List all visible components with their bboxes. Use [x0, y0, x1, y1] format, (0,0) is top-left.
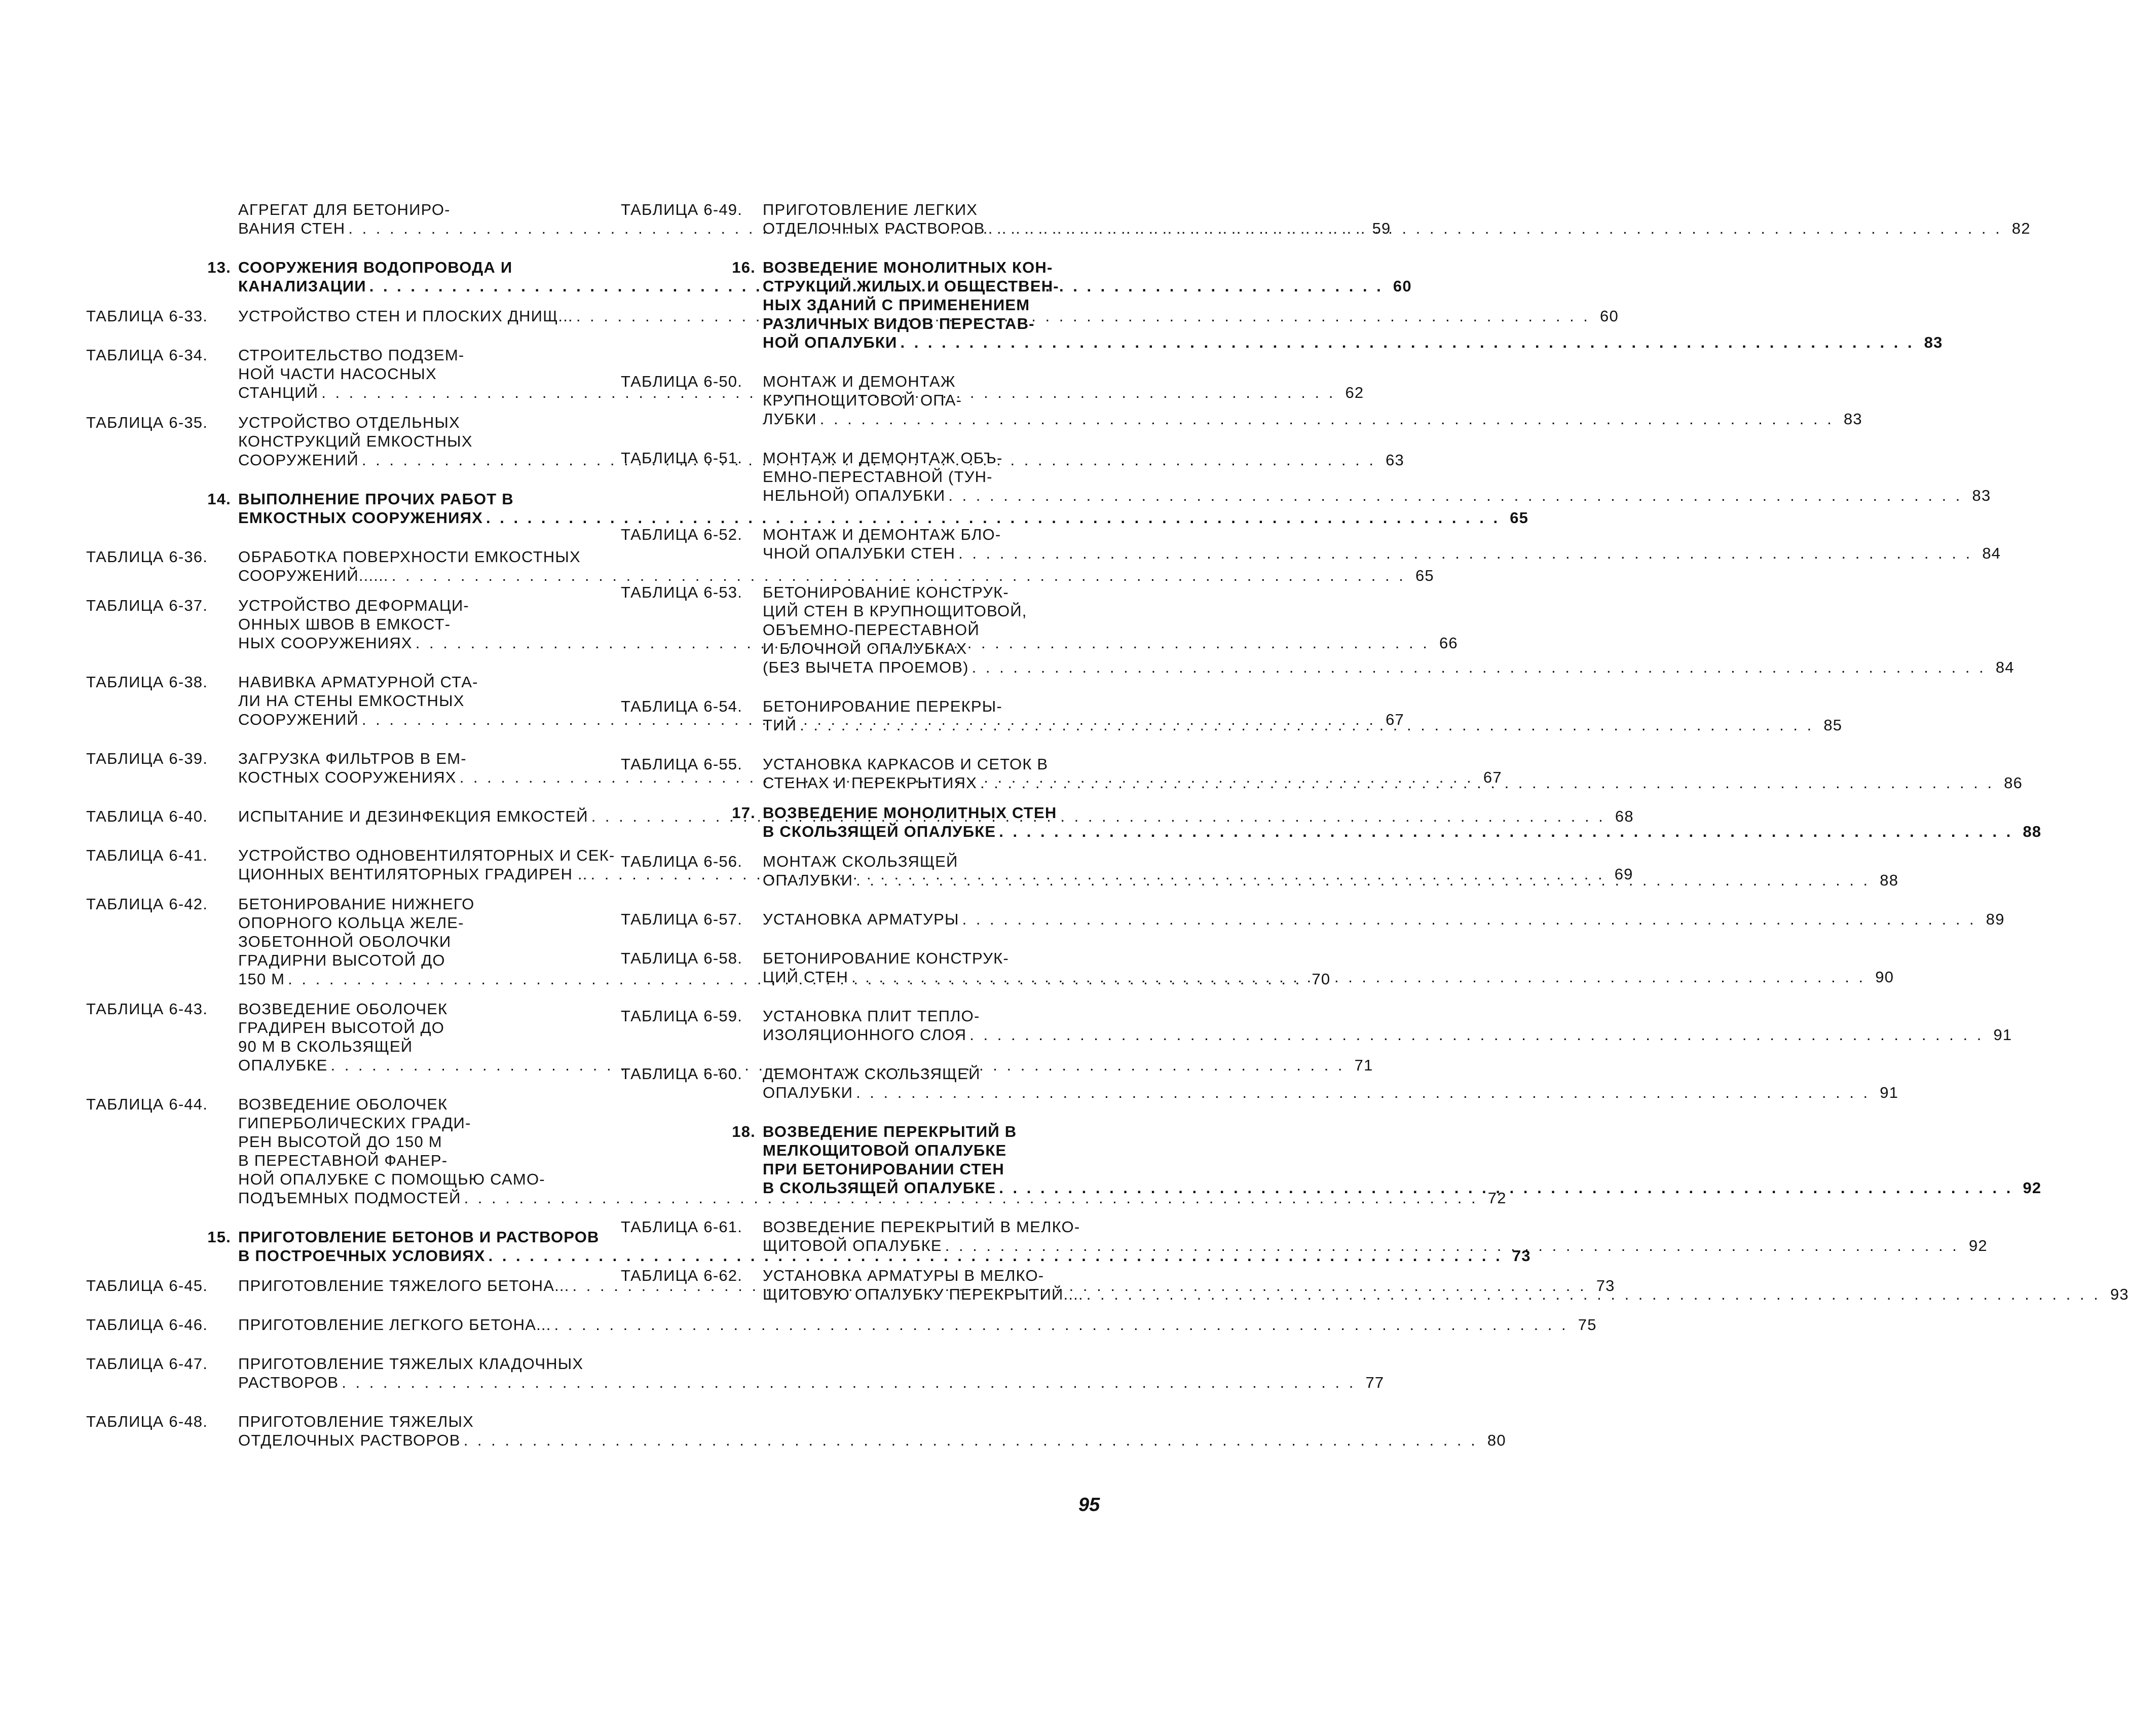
dot-leader	[851, 968, 1865, 986]
dot-leader	[856, 1083, 1870, 1102]
entry-title	[763, 910, 2005, 929]
page-ref: 67	[1386, 711, 1404, 728]
page-ref: 77	[1365, 1374, 1385, 1391]
title-line: МОНТАЖ И ДЕМОНТАЖ БЛО-	[763, 526, 1001, 543]
page-ref: 65	[1510, 509, 1529, 527]
table-label: ТАБЛИЦА 6-42.	[86, 895, 208, 913]
title-line: СТАНЦИЙ	[238, 384, 319, 401]
page-ref: 70	[1312, 970, 1331, 988]
dot-leader	[988, 219, 2002, 238]
entry-title	[238, 1354, 1384, 1392]
entry-title	[763, 1217, 1988, 1255]
title-line: СТЕНАХ И ПЕРЕКРЫТИЯХ	[763, 774, 977, 792]
dot-leader	[800, 716, 1814, 734]
title-line: МОНТАЖ И ДЕМОНТАЖ ОБЪ-	[763, 449, 1003, 467]
entry-title	[763, 697, 1842, 734]
table-label: ТАБЛИЦА 6-48.	[86, 1413, 208, 1430]
title-line: ОПАЛУБКИ	[763, 1084, 853, 1101]
title-line: УСТРОЙСТВО ОТДЕЛЬНЫХ	[238, 414, 460, 431]
section-number: 17.	[732, 804, 756, 822]
title-line: ОННЫХ ШВОВ В ЕМКОСТ-	[238, 615, 451, 633]
table-label: ТАБЛИЦА 6-55.	[621, 755, 743, 773]
dot-leader	[1087, 1285, 2101, 1304]
section-number: 15.	[207, 1228, 231, 1246]
entry-title	[763, 583, 2014, 677]
entry-title	[238, 1412, 1506, 1450]
title-line: ПРИГОТОВЛЕНИЕ ТЯЖЕЛЫХ КЛАДОЧНЫХ	[238, 1355, 584, 1373]
title-line: СТРОИТЕЛЬСТВО ПОДЗЕМ-	[238, 346, 465, 364]
page-ref: 91	[1880, 1084, 1899, 1101]
table-label: ТАБЛИЦА 6-40.	[86, 807, 208, 825]
page-ref: 72	[1487, 1189, 1507, 1207]
toc-entry	[621, 1007, 2012, 1044]
title-last-line	[238, 1373, 1384, 1392]
page-ref: 69	[1614, 865, 1633, 883]
entry-title	[763, 803, 2041, 841]
title-line: ГРАДИРНИ ВЫСОТОЙ ДО	[238, 951, 445, 969]
title-line: ПРИГОТОВЛЕНИЕ ЛЕГКОГО БЕТОНА...	[238, 1316, 551, 1334]
title-line: БЕТОНИРОВАНИЕ КОНСТРУК-	[763, 949, 1009, 967]
title-last-line	[763, 968, 1894, 986]
title-line: УСТАНОВКА КАРКАСОВ И СЕТОК В	[763, 755, 1049, 773]
spacer	[86, 585, 603, 596]
dot-leader	[820, 410, 1834, 428]
title-line: УСТРОЙСТВО ОДНОВЕНТИЛЯТОРНЫХ И СЕК-	[238, 846, 615, 864]
dot-leader	[999, 1178, 2013, 1197]
table-label: ТАБЛИЦА 6-36.	[86, 548, 208, 566]
spacer	[86, 1334, 603, 1354]
spacer	[621, 1197, 1107, 1217]
title-line: ПРИ БЕТОНИРОВАНИИ СТЕН	[763, 1160, 1004, 1178]
title-line: МЕЛКОЩИТОВОЙ ОПАЛУБКЕ	[763, 1141, 1007, 1159]
toc-entry	[621, 1217, 1988, 1255]
section-number: 14.	[207, 490, 231, 508]
spacer	[621, 677, 1107, 697]
table-label: ТАБЛИЦА 6-34.	[86, 346, 208, 364]
entry-title	[763, 449, 1991, 505]
entry-title	[763, 852, 1898, 890]
title-last-line	[763, 486, 1991, 505]
title-line: ЗОБЕТОННОЙ ОБОЛОЧКИ	[238, 933, 452, 950]
table-label: ТАБЛИЦА 6-46.	[86, 1316, 208, 1334]
dot-leader	[999, 822, 2013, 841]
title-line: ОПАЛУБКЕ	[238, 1056, 328, 1074]
title-line: ЩИТОВУЮ ОПАЛУБКУ ПЕРЕКРЫТИЙ....	[763, 1285, 1084, 1303]
table-label: ТАБЛИЦА 6-38.	[86, 673, 208, 691]
spacer	[621, 1044, 1107, 1064]
title-line: СТРУКЦИЙ ЖИЛЫХ И ОБЩЕСТВЕН-	[763, 277, 1059, 295]
title-line: НЕЛЬНОЙ) ОПАЛУБКИ	[763, 487, 946, 504]
spacer	[86, 1207, 603, 1228]
title-last-line	[763, 1025, 2012, 1044]
title-line: ИЗОЛЯЦИОННОГО СЛОЯ	[763, 1026, 967, 1044]
table-label: ТАБЛИЦА 6-54.	[621, 697, 743, 715]
table-label: ТАБЛИЦА 6-59.	[621, 1007, 743, 1025]
title-last-line	[763, 544, 2001, 563]
table-label: ТАБЛИЦА 6-33.	[86, 307, 208, 325]
table-label: ТАБЛИЦА 6-43.	[86, 1000, 208, 1018]
title-line: ВОЗВЕДЕНИЕ МОНОЛИТНЫХ СТЕН	[763, 804, 1057, 822]
title-line: ЧНОЙ ОПАЛУБКИ СТЕН	[763, 544, 956, 562]
title-line: ПРИГОТОВЛЕНИЕ БЕТОНОВ И РАСТВОРОВ	[238, 1228, 600, 1246]
title-line: НАВИВКА АРМАТУРНОЙ СТА-	[238, 673, 478, 691]
title-line: ВОЗВЕДЕНИЕ ОБОЛОЧЕК	[238, 1000, 448, 1018]
page-ref: 83	[1972, 487, 1991, 504]
title-last-line	[238, 1315, 1597, 1334]
title-line: КОНСТРУКЦИЙ ЕМКОСТНЫХ	[238, 432, 473, 450]
title-line: ЕМКОСТНЫХ СООРУЖЕНИЯХ	[238, 509, 483, 527]
table-label: ТАБЛИЦА 6-58.	[621, 949, 743, 967]
spacer	[621, 1255, 1107, 1266]
spacer	[621, 890, 1107, 910]
title-line: МОНТАЖ СКОЛЬЗЯЩЕЙ	[763, 853, 958, 870]
spacer	[621, 238, 1107, 258]
spacer	[621, 1102, 1107, 1122]
spacer	[86, 652, 603, 673]
table-label: ТАБЛИЦА 6-39.	[86, 750, 208, 767]
title-line: ЦИОННЫХ ВЕНТИЛЯТОРНЫХ ГРАДИРЕН ..	[238, 865, 588, 883]
title-line: УСТАНОВКА АРМАТУРЫ В МЕЛКО-	[763, 1267, 1044, 1284]
page-ref: 90	[1875, 968, 1894, 986]
entry-title	[238, 1315, 1597, 1334]
table-label: ТАБЛИЦА 6-53.	[621, 583, 743, 601]
title-last-line	[763, 410, 1862, 428]
page-ref: 86	[2004, 774, 2023, 792]
table-label: ТАБЛИЦА 6-56.	[621, 853, 743, 870]
title-line: УСТАНОВКА ПЛИТ ТЕПЛО-	[763, 1007, 980, 1025]
spacer	[621, 505, 1107, 525]
title-line: СООРУЖЕНИЙ......	[238, 567, 389, 584]
page-ref: 59	[1372, 219, 1391, 237]
title-line: ОБРАБОТКА ПОВЕРХНОСТИ ЕМКОСТНЫХ	[238, 548, 581, 566]
dot-leader	[342, 1373, 1356, 1392]
title-line: ЛУБКИ	[763, 410, 817, 428]
title-line: УСТРОЙСТВО ДЕФОРМАЦИ-	[238, 597, 469, 614]
spacer	[621, 563, 1107, 583]
page-ref: 92	[2023, 1179, 2042, 1197]
entry-title	[763, 372, 1862, 428]
title-line: ЩИТОВОЙ ОПАЛУБКЕ	[763, 1237, 942, 1254]
title-line: ВОЗВЕДЕНИЕ МОНОЛИТНЫХ КОН-	[763, 258, 1053, 276]
spacer	[621, 929, 1107, 949]
title-line: ВОЗВЕДЕНИЕ ПЕРЕКРЫТИЙ В МЕЛКО-	[763, 1218, 1080, 1236]
spacer	[86, 296, 603, 307]
entry-title	[763, 525, 2001, 563]
title-line: ТИЙ	[763, 716, 797, 734]
page-ref: 88	[1880, 871, 1899, 889]
title-last-line	[763, 871, 1898, 890]
spacer	[86, 1295, 603, 1315]
page-ref: 82	[2011, 219, 2031, 237]
page-ref: 68	[1615, 807, 1634, 825]
spacer	[86, 883, 603, 895]
title-line: ПРИГОТОВЛЕНИЕ ТЯЖЕЛОГО БЕТОНА...	[238, 1277, 570, 1295]
dot-leader	[962, 910, 1976, 929]
dot-leader	[554, 1315, 1568, 1334]
title-line: НЫХ ЗДАНИЙ С ПРИМЕНЕНИЕМ	[763, 296, 1030, 314]
title-line: ГИПЕРБОЛИЧЕСКИХ ГРАДИ-	[238, 1114, 471, 1132]
page-ref: 91	[1993, 1026, 2012, 1044]
spacer	[86, 729, 603, 749]
toc-entry	[621, 525, 2001, 563]
title-line: КРУПНОЩИТОВОЙ ОПА-	[763, 391, 962, 409]
title-line: ПОДЪЕМНЫХ ПОДМОСТЕЙ	[238, 1189, 461, 1207]
page-ref: 84	[1982, 544, 2001, 562]
table-label: ТАБЛИЦА 6-50.	[621, 373, 743, 390]
title-line: КОСТНЫХ СООРУЖЕНИЯХ	[238, 768, 457, 786]
title-line: ПРИГОТОВЛЕНИЕ ЛЕГКИХ	[763, 201, 978, 218]
table-label: ТАБЛИЦА 6-45.	[86, 1277, 208, 1295]
title-line: БЕТОНИРОВАНИЕ ПЕРЕКРЫ-	[763, 697, 1002, 715]
title-last-line	[763, 219, 2031, 238]
dot-leader	[972, 658, 1986, 677]
title-line: В ПОСТРОЕЧНЫХ УСЛОВИЯХ	[238, 1247, 485, 1265]
page-ref: 73	[1512, 1247, 1531, 1265]
title-line: ВОЗВЕДЕНИЕ ПЕРЕКРЫТИЙ В	[763, 1123, 1017, 1140]
title-line: ОТДЕЛОЧНЫХ РАСТВОРОВ	[238, 1431, 461, 1449]
title-line: ЕМНО-ПЕРЕСТАВНОЙ (ТУН-	[763, 468, 993, 486]
spacer	[86, 787, 603, 807]
toc-entry	[86, 1412, 1506, 1450]
title-last-line	[763, 333, 1943, 352]
toc-entry	[86, 1315, 1597, 1334]
title-last-line	[763, 1083, 1898, 1102]
title-line: АГРЕГАТ ДЛЯ БЕТОНИРО-	[238, 201, 451, 218]
dot-leader	[969, 1025, 1984, 1044]
page-ref: 83	[1843, 410, 1862, 428]
dot-leader	[856, 871, 1870, 890]
entry-title	[763, 258, 1943, 352]
dot-leader	[464, 1431, 1478, 1450]
title-line: В СКОЛЬЗЯЩЕЙ ОПАЛУБКЕ	[763, 823, 996, 840]
title-last-line	[763, 1236, 1988, 1255]
page-ref: 65	[1415, 567, 1434, 584]
title-line: ПРИГОТОВЛЕНИЕ ТЯЖЕЛЫХ	[238, 1413, 474, 1430]
toc-entry	[621, 910, 2005, 929]
page-number: 95	[1078, 1494, 1100, 1516]
title-last-line	[763, 1285, 2129, 1304]
spacer	[86, 1075, 603, 1095]
title-last-line	[763, 1178, 2041, 1197]
page-ref: 73	[1596, 1277, 1615, 1295]
page-ref: 60	[1600, 307, 1619, 325]
page-ref: 71	[1354, 1056, 1373, 1074]
spacer	[86, 527, 603, 547]
spacer	[86, 238, 603, 258]
title-line: НЫХ СООРУЖЕНИЯХ	[238, 634, 413, 652]
title-line: УСТАНОВКА АРМАТУРЫ	[763, 910, 959, 928]
section-number: 18.	[732, 1123, 756, 1140]
page-ref: 88	[2023, 823, 2042, 840]
title-line: В СКОЛЬЗЯЩЕЙ ОПАЛУБКЕ	[763, 1179, 996, 1197]
page-ref: 92	[1968, 1237, 1988, 1254]
toc-entry	[86, 1354, 1385, 1392]
dot-leader	[948, 486, 1962, 505]
table-label: ТАБЛИЦА 6-35.	[86, 414, 208, 431]
title-line: ЦИЙ СТЕН	[763, 968, 849, 986]
dot-leader	[945, 1236, 1959, 1255]
title-line: СООРУЖЕНИЙ	[238, 711, 359, 728]
table-label: ТАБЛИЦА 6-52.	[621, 526, 743, 543]
dot-leader	[980, 773, 1994, 792]
spacer	[86, 1265, 603, 1276]
page-ref: 93	[2110, 1285, 2129, 1303]
table-label: ТАБЛИЦА 6-47.	[86, 1355, 208, 1373]
title-line: И БЛОЧНОЙ ОПАЛУБКАХ	[763, 640, 967, 657]
entry-title	[763, 1007, 2012, 1044]
title-last-line	[763, 773, 2023, 792]
spacer	[86, 469, 603, 490]
entry-title	[763, 1266, 2129, 1304]
title-line: НОЙ ОПАЛУБКЕ С ПОМОЩЬЮ САМО-	[238, 1170, 545, 1188]
title-line: ОПАЛУБКИ	[763, 871, 853, 889]
title-line: ЛИ НА СТЕНЫ ЕМКОСТНЫХ	[238, 692, 465, 710]
entry-title	[763, 755, 2023, 792]
dot-leader	[900, 333, 1914, 352]
page-ref: 60	[1393, 277, 1412, 295]
page-ref: 75	[1578, 1316, 1597, 1334]
spacer	[621, 734, 1107, 755]
entry-title	[763, 1122, 2041, 1197]
title-line: ОБЪЕМНО-ПЕРЕСТАВНОЙ	[763, 621, 980, 639]
spacer	[86, 1392, 603, 1412]
title-last-line	[763, 910, 2005, 929]
title-line: ОТДЕЛОЧНЫХ РАСТВОРОВ	[763, 219, 985, 237]
title-line: ЗАГРУЗКА ФИЛЬТРОВ В ЕМ-	[238, 750, 467, 767]
page-ref: 67	[1483, 768, 1502, 786]
entry-title	[763, 949, 1894, 986]
table-label: ТАБЛИЦА 6-61.	[621, 1218, 743, 1236]
title-last-line	[763, 716, 1842, 734]
page-ref: 62	[1345, 384, 1364, 401]
title-line: (БЕЗ ВЫЧЕТА ПРОЕМОВ)	[763, 658, 969, 676]
page-ref: 85	[1823, 716, 1843, 734]
title-line: ГРАДИРЕН ВЫСОТОЙ ДО	[238, 1019, 445, 1037]
title-line: КАНАЛИЗАЦИИ	[238, 277, 366, 295]
spacer	[621, 841, 1107, 852]
table-label: ТАБЛИЦА 6-37.	[86, 597, 208, 614]
table-label: ТАБЛИЦА 6-57.	[621, 910, 743, 928]
title-line: МОНТАЖ И ДЕМОНТАЖ	[763, 373, 956, 390]
spacer	[621, 428, 1107, 449]
title-line: 90 М В СКОЛЬЗЯЩЕЙ	[238, 1038, 413, 1055]
table-label: ТАБЛИЦА 6-44.	[86, 1095, 208, 1113]
title-line: ОПОРНОГО КОЛЬЦА ЖЕЛЕ-	[238, 914, 464, 932]
title-line: СООРУЖЕНИЙ	[238, 451, 359, 469]
title-line: УСТРОЙСТВО СТЕН И ПЛОСКИХ ДНИЩ...	[238, 307, 573, 325]
toc-section-heading	[621, 1122, 2042, 1197]
section-number: 13.	[207, 258, 231, 276]
entry-title	[763, 1064, 1898, 1102]
page-ref: 80	[1487, 1431, 1506, 1449]
title-last-line	[763, 822, 2041, 841]
spacer	[86, 988, 603, 1000]
title-line: РАСТВОРОВ	[238, 1374, 339, 1391]
page-ref: 66	[1439, 634, 1458, 652]
table-label: ТАБЛИЦА 6-51.	[621, 449, 743, 467]
title-line: ВЫПОЛНЕНИЕ ПРОЧИХ РАБОТ В	[238, 490, 514, 508]
page-ref: 83	[1924, 334, 1943, 351]
title-line: В ПЕРЕСТАВНОЙ ФАНЕР-	[238, 1152, 448, 1169]
title-line: НОЙ ОПАЛУБКИ	[763, 334, 898, 351]
title-line: ВАНИЯ СТЕН	[238, 219, 346, 237]
title-line: НОЙ ЧАСТИ НАСОСНЫХ	[238, 365, 437, 383]
title-line: СООРУЖЕНИЯ ВОДОПРОВОДА И	[238, 258, 513, 276]
spacer	[86, 826, 603, 846]
page-ref: 84	[1995, 658, 2014, 676]
table-label: ТАБЛИЦА 6-60.	[621, 1065, 743, 1083]
entry-title	[763, 200, 2031, 238]
spacer	[621, 352, 1107, 372]
title-line: РЕН ВЫСОТОЙ ДО 150 М	[238, 1133, 442, 1151]
page-ref: 63	[1386, 451, 1404, 469]
page-ref: 89	[1986, 910, 2005, 928]
title-line: ИСПЫТАНИЕ И ДЕЗИНФЕКЦИЯ ЕМКОСТЕЙ	[238, 807, 588, 825]
table-label: ТАБЛИЦА 6-41.	[86, 846, 208, 864]
title-line: БЕТОНИРОВАНИЕ НИЖНЕГО	[238, 895, 475, 913]
title-line: ЦИЙ СТЕН В КРУПНОЩИТОВОЙ,	[763, 602, 1027, 620]
title-last-line	[238, 1431, 1506, 1450]
title-line: БЕТОНИРОВАНИЕ КОНСТРУК-	[763, 583, 1009, 601]
title-line: ДЕМОНТАЖ СКОЛЬЗЯЩЕЙ	[763, 1065, 981, 1083]
title-line: 150 М	[238, 970, 285, 988]
title-line: ВОЗВЕДЕНИЕ ОБОЛОЧЕК	[238, 1095, 448, 1113]
title-line: РАЗЛИЧНЫХ ВИДОВ ПЕРЕСТАВ-	[763, 315, 1035, 333]
title-last-line	[763, 658, 2014, 677]
section-number: 16.	[732, 258, 756, 276]
dot-leader	[958, 544, 1972, 563]
spacer	[86, 402, 603, 413]
spacer	[86, 325, 603, 346]
table-label: ТАБЛИЦА 6-62.	[621, 1267, 743, 1284]
spacer	[621, 986, 1107, 1007]
table-label: ТАБЛИЦА 6-49.	[621, 201, 743, 218]
spacer	[621, 792, 1107, 803]
